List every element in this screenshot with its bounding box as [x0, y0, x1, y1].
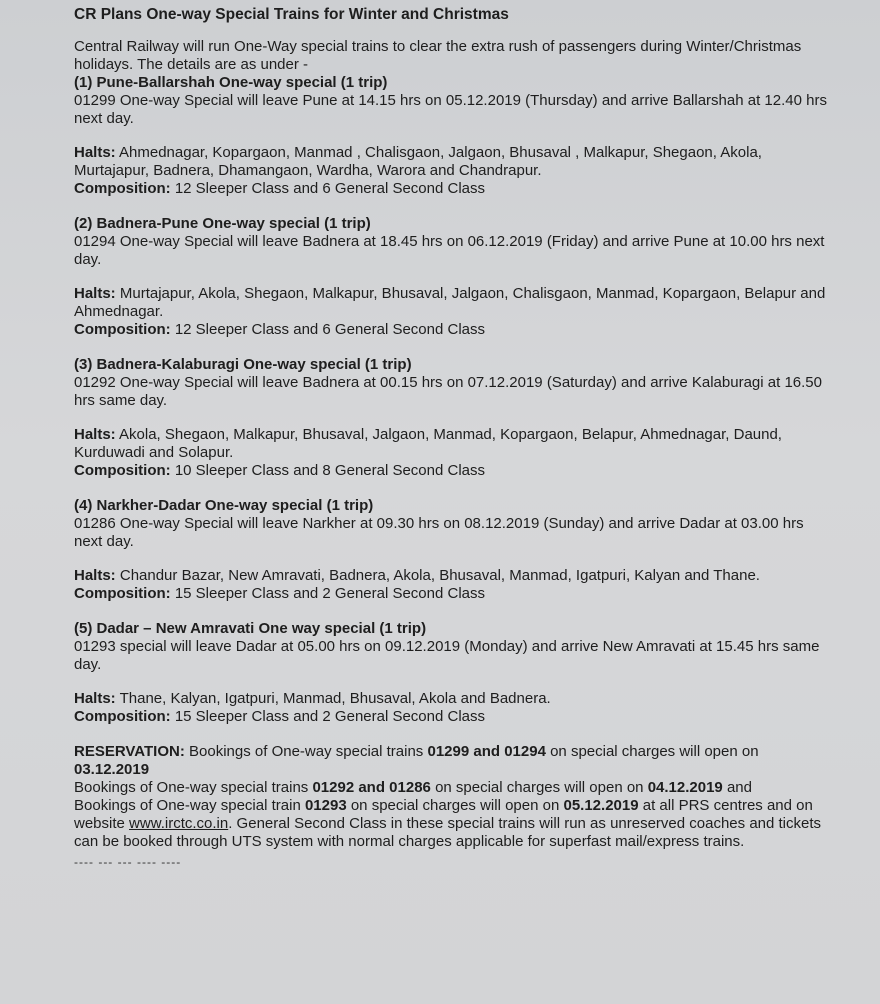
train-section-4: [74, 497, 830, 603]
reservation-line-2: [74, 779, 830, 797]
train-section-2: [74, 215, 830, 339]
halts-line: [74, 567, 830, 585]
composition-value: 10 Sleeper Class and 8 General Second Class: [174, 462, 486, 479]
reservation-line-3: [74, 797, 830, 851]
halts-line: [74, 426, 830, 462]
reservation-text: Bookings of One-way special train: [74, 797, 301, 814]
composition-label: Composition:: [74, 585, 171, 602]
halts-list: Chandur Bazar, New Amravati, Badnera, Akola, Bhusaval, Manmad, Igatpuri, Kalyan and Thane.: [119, 567, 760, 584]
train-section-5: [74, 620, 830, 726]
composition-label: Composition:: [74, 180, 171, 197]
reservation-text: . General Second Class in these special trains will run as unreserved coaches and tickets can be booked through UTS system with normal charges applicable for superfast mail/express trains.: [74, 815, 822, 850]
section-detail: 01292 One-way Special will leave Badnera at 00.15 hrs on 07.12.2019 (Saturday) and arrive Kalaburagi at 16.50 hrs same day.: [74, 374, 822, 409]
halts-label: Halts:: [74, 567, 116, 584]
section-heading: (1) Pune-Ballarshah One-way special (1 trip): [74, 74, 388, 91]
composition-line: [74, 321, 830, 339]
composition-line: [74, 585, 830, 603]
section-heading: (3) Badnera-Kalaburagi One-way special (1 trip): [74, 356, 412, 373]
booking-date: 03.12.2019: [74, 761, 150, 778]
composition-label: Composition:: [74, 708, 171, 725]
section-heading: (5) Dadar – New Amravati One way special (1 trip): [74, 620, 427, 637]
reservation-block: [74, 743, 830, 871]
page-title: CR Plans One-way Special Trains for Winter and Christmas: [74, 6, 509, 23]
composition-label: Composition:: [74, 321, 171, 338]
train-numbers: 01299 and 01294: [427, 743, 546, 760]
reservation-text: Bookings of One-way special trains: [189, 743, 424, 760]
halts-label: Halts:: [74, 144, 116, 161]
reservation-text: and: [726, 779, 752, 796]
section-heading: (2) Badnera-Pune One-way special (1 trip): [74, 215, 371, 232]
section-detail: 01286 One-way Special will leave Narkher at 09.30 hrs on 08.12.2019 (Sunday) and arrive Dadar at 03.00 hrs next day.: [74, 515, 804, 550]
halts-list: Thane, Kalyan, Igatpuri, Manmad, Bhusaval, Akola and Badnera.: [119, 690, 551, 707]
train-section-3: [74, 356, 830, 480]
reservation-text: at all PRS centres and on website: [74, 797, 813, 832]
irctc-website-link[interactable]: www.irctc.co.in: [129, 815, 229, 832]
composition-value: 15 Sleeper Class and 2 General Second Class: [174, 585, 486, 602]
reservation-text: Bookings of One-way special trains: [74, 779, 309, 796]
reservation-text: on special charges will open on: [350, 797, 560, 814]
booking-date: 05.12.2019: [563, 797, 639, 814]
section-detail: 01293 special will leave Dadar at 05.00 hrs on 09.12.2019 (Monday) and arrive New Amravati at 15.45 hrs same day.: [74, 638, 820, 673]
reservation-line-1: [74, 743, 830, 779]
train-section-1: [74, 74, 830, 198]
halts-line: [74, 285, 830, 321]
halts-label: Halts:: [74, 426, 116, 443]
section-heading: (4) Narkher-Dadar One-way special (1 trip): [74, 497, 374, 514]
intro-paragraph: Central Railway will run One-Way special trains to clear the extra rush of passengers during Winter/Christmas holidays. The details are as under -: [74, 38, 802, 73]
halts-list: Akola, Shegaon, Malkapur, Bhusaval, Jalgaon, Manmad, Kopargaon, Belapur, Ahmednagar, Daund, Kurduwadi and Solapur.: [74, 426, 782, 461]
halts-label: Halts:: [74, 285, 116, 302]
halts-line: [74, 144, 830, 180]
section-detail: 01299 One-way Special will leave Pune at 14.15 hrs on 05.12.2019 (Thursday) and arrive Ballarshah at 12.40 hrs next day.: [74, 92, 827, 127]
reservation-label: RESERVATION:: [74, 743, 185, 760]
section-detail: 01294 One-way Special will leave Badnera at 18.45 hrs on 06.12.2019 (Friday) and arrive Pune at 10.00 hrs next day.: [74, 233, 825, 268]
halts-list: Ahmednagar, Kopargaon, Manmad , Chalisgaon, Jalgaon, Bhusaval , Malkapur, Shegaon, Akola, Murtajapur, Badnera, Dhamangaon, Wardha, Warora and Chandrapur.: [74, 144, 762, 179]
halts-line: [74, 690, 830, 708]
halts-label: Halts:: [74, 690, 116, 707]
composition-value: 12 Sleeper Class and 6 General Second Class: [174, 180, 486, 197]
composition-label: Composition:: [74, 462, 171, 479]
train-numbers: 01293: [304, 797, 347, 814]
booking-date: 04.12.2019: [647, 779, 723, 796]
composition-line: [74, 462, 830, 480]
composition-line: [74, 708, 830, 726]
composition-line: [74, 180, 830, 198]
reservation-text: on special charges will open on: [435, 779, 644, 796]
composition-value: 12 Sleeper Class and 6 General Second Class: [174, 321, 486, 338]
composition-value: 15 Sleeper Class and 2 General Second Class: [174, 708, 486, 725]
reservation-text: on special charges will open on: [550, 743, 759, 760]
footer-dashes: ---- --- --- ---- ----: [74, 855, 182, 869]
train-numbers: 01292 and 01286: [312, 779, 431, 796]
halts-list: Murtajapur, Akola, Shegaon, Malkapur, Bhusaval, Jalgaon, Chalisgaon, Manmad, Kopargaon, Belapur and Ahmednagar.: [74, 285, 826, 320]
